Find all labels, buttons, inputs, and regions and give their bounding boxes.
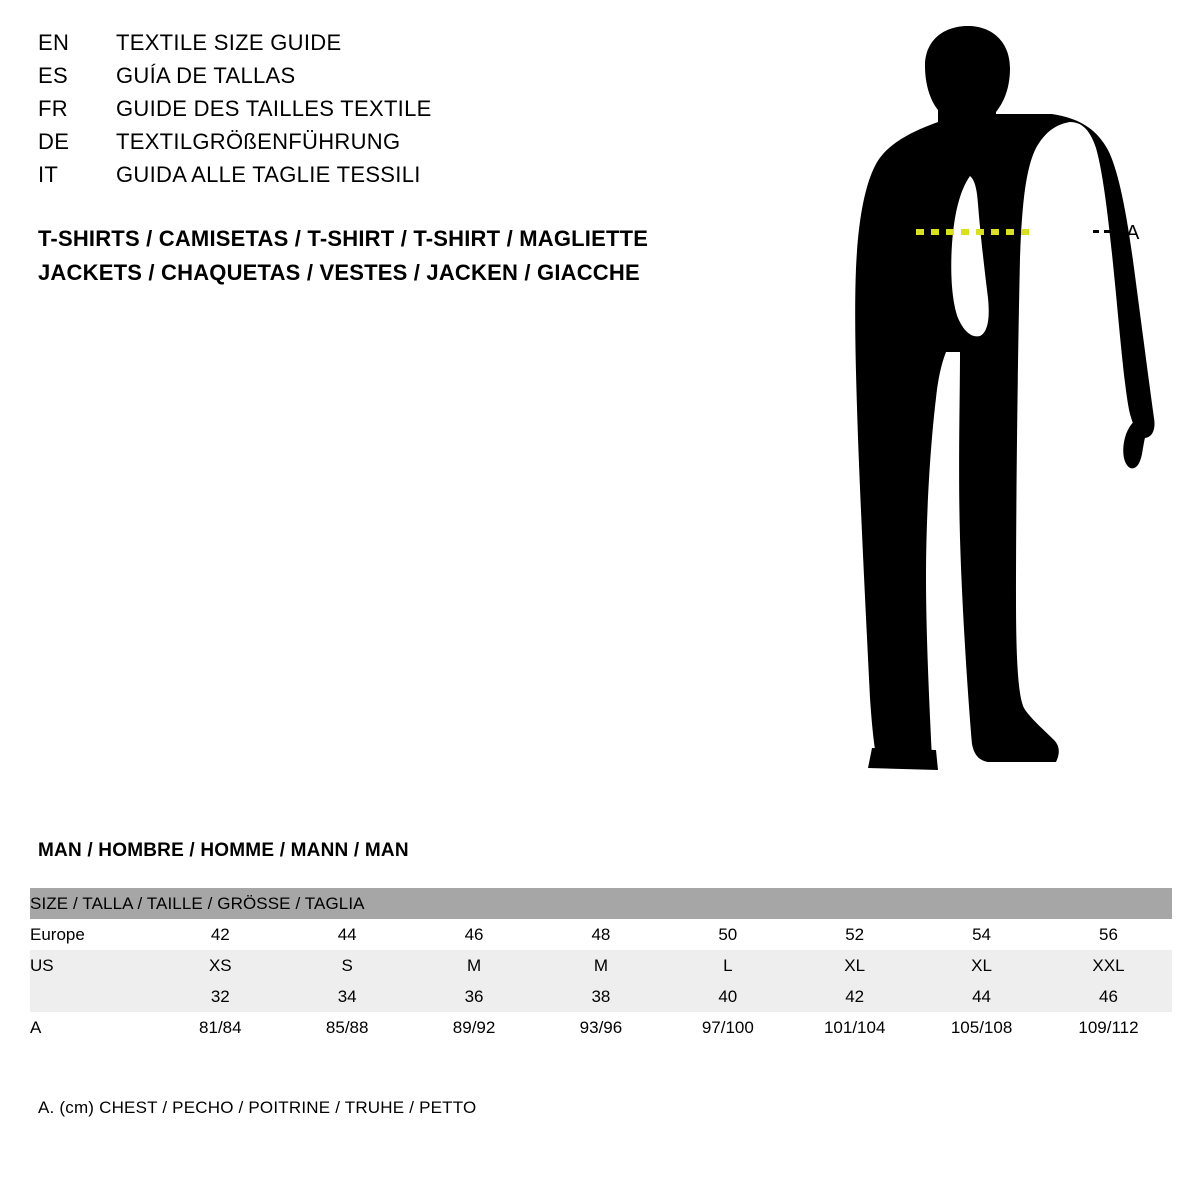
language-code: DE xyxy=(38,129,70,154)
table-cell: L xyxy=(664,950,791,981)
language-list xyxy=(38,30,738,195)
language-text: GUIDE DES TAILLES TEXTILE xyxy=(116,96,432,121)
table-cell: 40 xyxy=(664,981,791,1012)
category-tshirts: T-SHIRTS / CAMISETAS / T-SHIRT / T-SHIRT / MAGLIETTE xyxy=(38,226,649,251)
row-label xyxy=(30,981,157,1012)
language-text: TEXTILGRÖßENFÜHRUNG xyxy=(116,129,401,154)
language-code: ES xyxy=(38,63,68,88)
row-label: Europe xyxy=(30,919,157,950)
language-code: IT xyxy=(38,162,59,187)
language-text: TEXTILE SIZE GUIDE xyxy=(116,30,342,55)
table-header-row xyxy=(30,888,1172,919)
table-cell: 32 xyxy=(157,981,284,1012)
table-cell: 46 xyxy=(1045,981,1172,1012)
size-table xyxy=(30,888,1172,1043)
table-cell: 38 xyxy=(538,981,665,1012)
table-cell: XXL xyxy=(1045,950,1172,981)
table-cell: 109/112 xyxy=(1045,1012,1172,1043)
category-jackets: JACKETS / CHAQUETAS / VESTES / JACKEN / GIACCHE xyxy=(38,260,640,285)
table-cell: 42 xyxy=(791,981,918,1012)
table-cell: 44 xyxy=(284,919,411,950)
language-row xyxy=(38,30,738,63)
table-cell: 85/88 xyxy=(284,1012,411,1043)
table-cell: M xyxy=(538,950,665,981)
body-silhouette-figure xyxy=(820,18,1180,788)
table-cell: 93/96 xyxy=(538,1012,665,1043)
language-row xyxy=(38,129,738,162)
table-cell: 97/100 xyxy=(664,1012,791,1043)
table-cell: 54 xyxy=(918,919,1045,950)
table-cell: 52 xyxy=(791,919,918,950)
table-section-title: MAN / HOMBRE / HOMME / MANN / MAN xyxy=(38,840,409,861)
language-text: GUIDA ALLE TAGLIE TESSILI xyxy=(116,162,421,187)
table-row xyxy=(30,1012,1172,1043)
measure-leader-dashes xyxy=(1093,230,1119,233)
table-row xyxy=(30,919,1172,950)
table-cell: S xyxy=(284,950,411,981)
table-row xyxy=(30,981,1172,1012)
table-cell: 89/92 xyxy=(411,1012,538,1043)
silhouette-shape xyxy=(855,26,1154,770)
table-cell: 81/84 xyxy=(157,1012,284,1043)
category-headings xyxy=(38,222,798,290)
table-cell: 48 xyxy=(538,919,665,950)
table-cell: 46 xyxy=(411,919,538,950)
table-cell: XL xyxy=(791,950,918,981)
row-label: US xyxy=(30,950,157,981)
language-row xyxy=(38,162,738,195)
table-footnote: A. (cm) CHEST / PECHO / POITRINE / TRUHE / PETTO xyxy=(38,1098,477,1117)
table-cell: 56 xyxy=(1045,919,1172,950)
measure-label-a: A xyxy=(1126,222,1140,244)
table-cell: 34 xyxy=(284,981,411,1012)
table-cell: 50 xyxy=(664,919,791,950)
table-header-label: SIZE / TALLA / TAILLE / GRÖSSE / TAGLIA xyxy=(30,888,1172,919)
language-row xyxy=(38,96,738,129)
table-cell: 42 xyxy=(157,919,284,950)
table-cell: XS xyxy=(157,950,284,981)
table-cell: XL xyxy=(918,950,1045,981)
row-label: A xyxy=(30,1012,157,1043)
table-cell: 101/104 xyxy=(791,1012,918,1043)
table-cell: 105/108 xyxy=(918,1012,1045,1043)
language-code: EN xyxy=(38,30,70,55)
table-cell: 36 xyxy=(411,981,538,1012)
table-cell: 44 xyxy=(918,981,1045,1012)
language-row xyxy=(38,63,738,96)
table-row xyxy=(30,950,1172,981)
table-cell: M xyxy=(411,950,538,981)
language-text: GUÍA DE TALLAS xyxy=(116,63,296,88)
language-code: FR xyxy=(38,96,68,121)
